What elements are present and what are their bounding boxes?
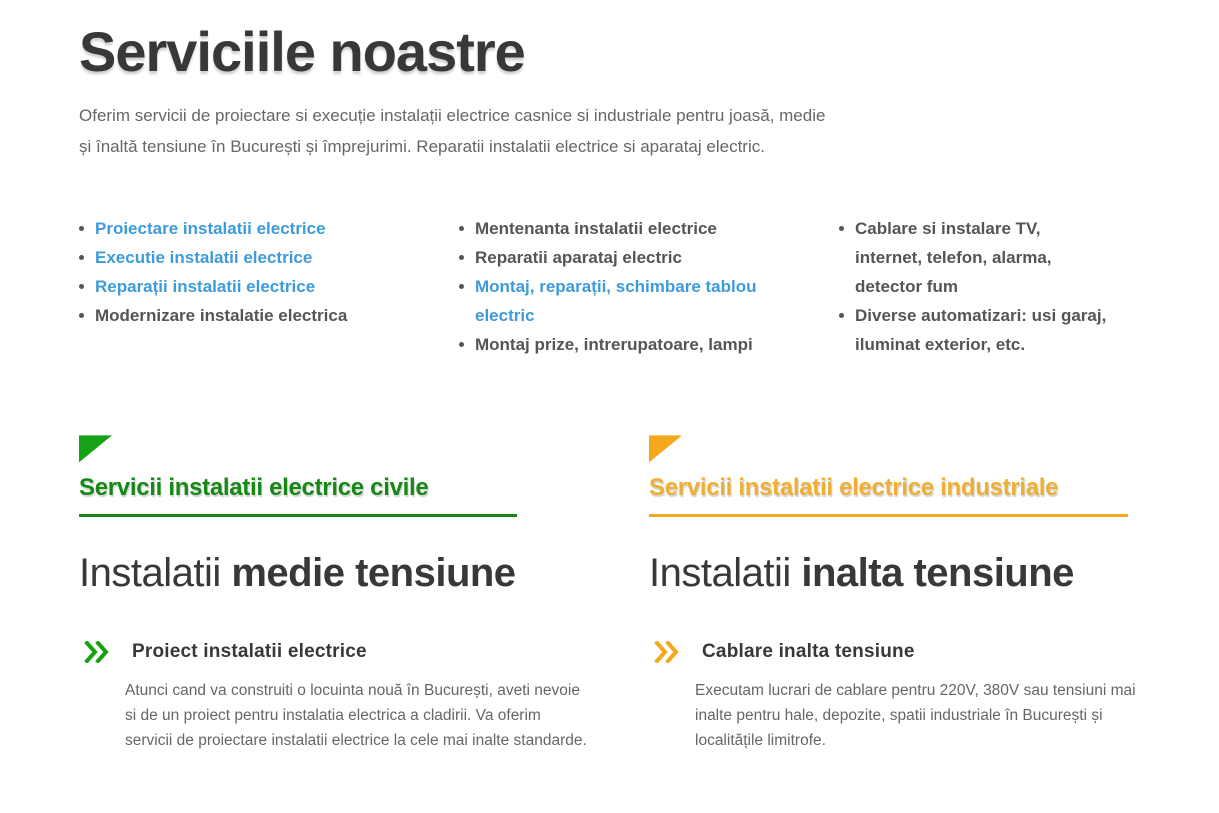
corner-triangle-icon — [79, 435, 112, 462]
service-lists — [79, 214, 1140, 359]
page-title: Serviciile noastre — [79, 20, 525, 83]
corner-triangle-icon — [649, 435, 682, 462]
feature-body-industrial: Executam lucrari de cablare pentru 220V, 380V sau tensiuni mai inalte pentru hale, depozite, spatii industriale în București și localitățile limitrofe. — [695, 682, 1136, 750]
service-text-modernizare: Modernizare instalatie electrica — [95, 306, 348, 326]
section-title-light: Instalatii — [79, 551, 232, 596]
service-sections — [79, 435, 1140, 753]
service-list-column-2 — [459, 214, 839, 359]
section-eyebrow-industrial: Servicii instalatii electrice industriale — [649, 474, 1059, 502]
service-list-column-3 — [839, 214, 1119, 359]
double-chevron-icon — [84, 641, 110, 663]
feature-head — [649, 641, 1157, 663]
service-link-tablou[interactable]: Montaj, reparații, schimbare tablou electric — [475, 277, 757, 326]
feature-industrial — [649, 641, 1157, 753]
service-list-column-1 — [79, 214, 459, 359]
intro-paragraph: Oferim servicii de proiectare si execuție instalații electrice casnice si industriale pentru joasă, medie și înaltă tensiune în București și împrejurimi. Reparatii instalatii electrice si aparataj electric. — [79, 106, 826, 157]
section-divider — [649, 514, 1128, 517]
section-industrial — [649, 435, 1157, 753]
section-title-bold: medie tensiune — [231, 551, 516, 596]
list-item — [459, 243, 759, 272]
section-eyebrow-civil: Servicii instalatii electrice civile — [79, 474, 429, 502]
feature-body-civil: Atunci cand va construiti o locuinta nouă în București, aveti nevoie si de un proiect pentru instalatia electrica a cladirii. Va oferim servicii de proiectare instalatii electrice la cele mai inalte standarde. — [125, 682, 587, 750]
list-item — [459, 330, 759, 359]
section-title-civil — [79, 549, 587, 597]
list-item — [839, 214, 1107, 301]
list-item — [79, 243, 379, 272]
section-divider — [79, 514, 517, 517]
service-link-executie[interactable]: Executie instalatii electrice — [95, 248, 313, 268]
list-item — [79, 272, 379, 301]
service-text-cablare-tv: Cablare si instalare TV, internet, telefon, alarma, detector fum — [855, 219, 1052, 297]
section-title-industrial — [649, 549, 1157, 597]
services-page — [0, 20, 1219, 753]
section-civil — [79, 435, 587, 753]
list-item — [79, 301, 379, 330]
double-chevron-icon — [654, 641, 680, 663]
section-title-light: Instalatii — [649, 551, 802, 596]
service-text-reparatii-aparataj: Reparatii aparataj electric — [475, 248, 682, 268]
service-link-proiectare[interactable]: Proiectare instalatii electrice — [95, 219, 326, 239]
list-item — [79, 214, 379, 243]
list-item — [839, 301, 1107, 359]
feature-civil — [79, 641, 587, 753]
service-text-mentenanta: Mentenanta instalatii electrice — [475, 219, 717, 239]
list-item — [459, 272, 759, 330]
feature-head — [79, 641, 587, 663]
section-title-bold: inalta tensiune — [801, 551, 1074, 596]
list-item — [459, 214, 759, 243]
feature-title-industrial: Cablare inalta tensiune — [702, 641, 915, 663]
service-link-reparatii[interactable]: Reparații instalatii electrice — [95, 277, 316, 297]
service-text-montaj-prize: Montaj prize, intrerupatoare, lampi — [475, 335, 753, 355]
service-text-automatizari: Diverse automatizari: usi garaj, iluminat exterior, etc. — [855, 306, 1107, 355]
feature-title-civil: Proiect instalatii electrice — [132, 641, 367, 663]
